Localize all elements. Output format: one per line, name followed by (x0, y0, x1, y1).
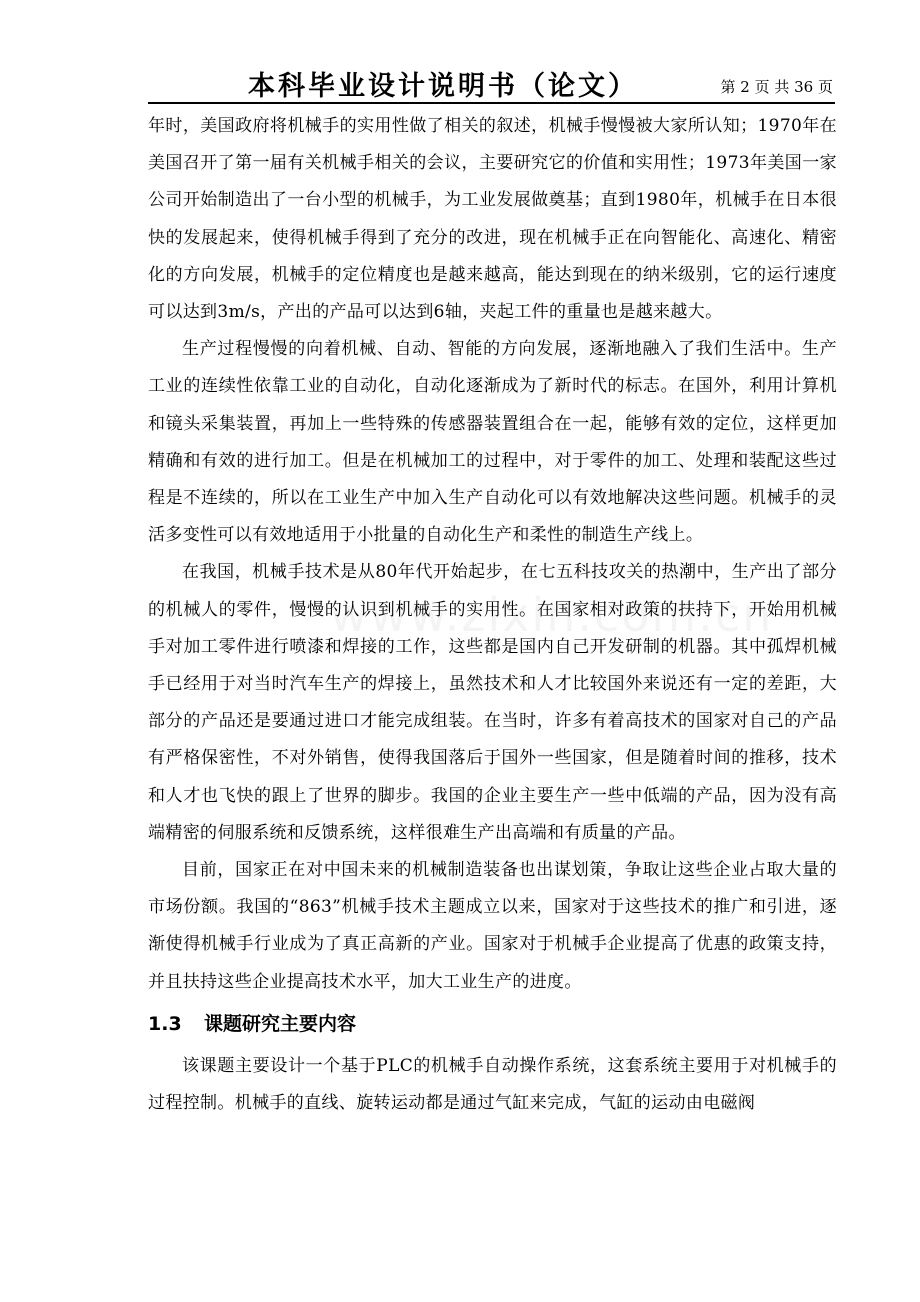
paragraph-3: 在我国，机械手技术是从80年代开始起步，在七五科技攻关的热潮中，生产出了部分的机械人的零件，慢慢的认识到机械手的实用性。在国家相对政策的扶持下，开始用机械手对加工零件进行喷漆和焊接的工作，这些都是国内自己开发研制的机器。其中孤焊机械手已经用于对当时汽车生产的焊接上，虽然技术和人才比较国外来说还有一定的差距，大部分的产品还是要通过进口才能完成组装。在当时，许多有着高技术的国家对自己的产品有严格保密性，不对外销售，使得我国落后于国外一些国家，但是随着时间的推移，技术和人才也飞快的跟上了世界的脚步。我国的企业主要生产一些中低端的产品，因为没有高端精密的伺服系统和反馈系统，这样很难生产出高端和有质量的产品。 (148, 562, 837, 843)
section-paragraph: 该课题主要设计一个基于PLC的机械手自动操作系统，这套系统主要用于对机械手的过程控制。机械手的直线、旋转运动都是通过气缸来完成，气缸的运动由电磁阀 (148, 1055, 837, 1114)
page-number: 第 2 页 共 36 页 (720, 78, 833, 96)
section-title: 课题研究主要内容 (204, 1012, 357, 1035)
section-number: 1.3 (148, 1012, 182, 1035)
document-title: 本科毕业设计说明书（论文） (248, 71, 638, 102)
paragraph-4: 目前，国家正在对中国未来的机械制造装备也出谋划策，争取让这些企业占取大量的市场份额。我国的“863”机械手技术主题成立以来，国家对于这些技术的推广和引进，逐渐使得机械手行业成为了真正高新的产业。国家对于机械手企业提高了优惠的政策支持，并且扶持这些企业提高技术水平，加大工业生产的进度。 (148, 860, 837, 992)
page-header (148, 62, 835, 104)
paragraph-2: 生产过程慢慢的向着机械、自动、智能的方向发展，逐渐地融入了我们生活中。生产工业的连续性依靠工业的自动化，自动化逐渐成为了新时代的标志。在国外，利用计算机和镜头采集装置，再加上一些特殊的传感器装置组合在一起，能够有效的定位，这样更加精确和有效的进行加工。但是在机械加工的过程中，对于零件的加工、处理和装配这些过程是不连续的，所以在工业生产中加入生产自动化可以有效地解决这些问题。机械手的灵活多变性可以有效地适用于小批量的自动化生产和柔性的制造生产线上。 (148, 339, 837, 546)
paragraph-1: 年时，美国政府将机械手的实用性做了相关的叙述，机械手慢慢被大家所认知；1970年在美国召开了第一届有关机械手相关的会议，主要研究它的价值和实用性；1973年美国一家公司开始制造出了一台小型的机械手，为工业发展做奠基；直到1980年，机械手在日本很快的发展起来，使得机械手得到了充分的改进，现在机械手正在向智能化、高速化、精密化的方向发展，机械手的定位精度也是越来越高，能达到现在的纳米级别，它的运行速度可以达到3m/s，产出的产品可以达到6轴，夹起工件的重量也是越来越大。 (148, 116, 837, 323)
section-heading (148, 1001, 837, 1048)
watermark-text (330, 588, 773, 642)
